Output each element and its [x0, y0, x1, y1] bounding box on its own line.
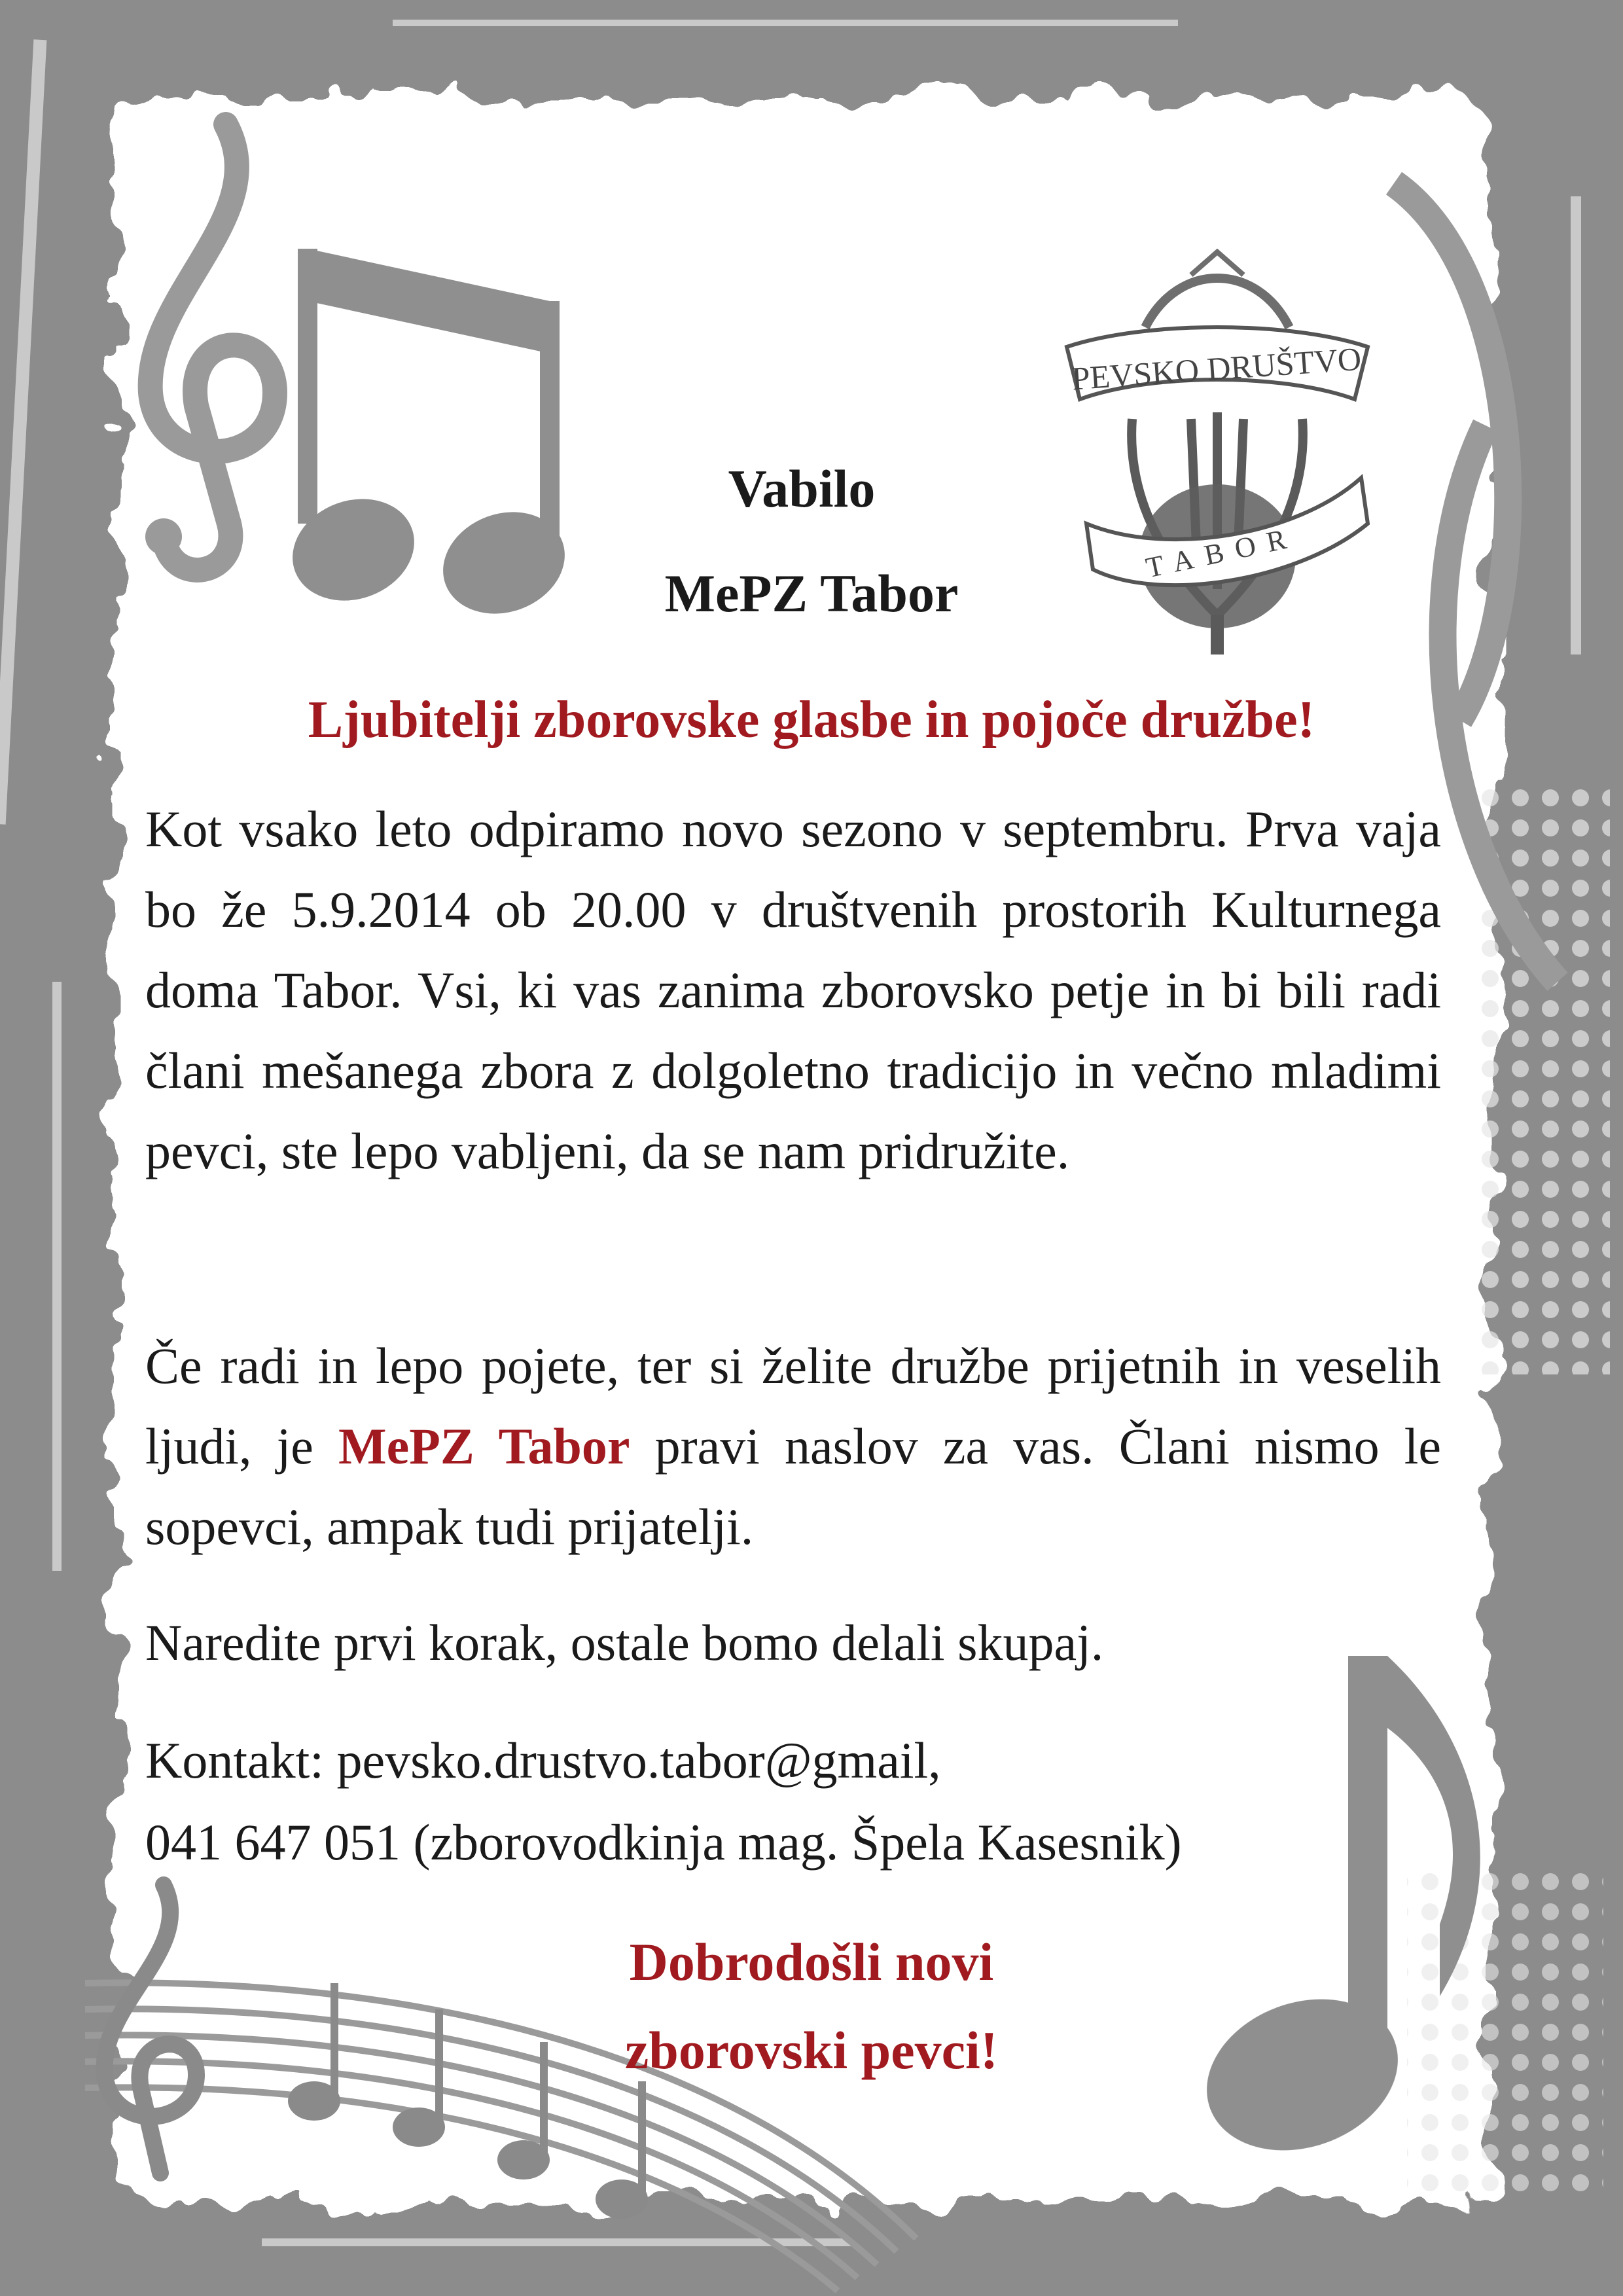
contact-line-phone: 041 647 051 (zborovodkinja mag. Špela Kasesnik) — [145, 1814, 1182, 1871]
logo-ribbon-text: TABOR — [1143, 520, 1301, 584]
headline: Ljubitelji zborovske glasbe in pojoče družbe! — [308, 691, 1315, 749]
page-title: Vabilo — [728, 459, 876, 518]
paragraph-invitation-start: Če radi in lepo pojete, ter si želite družbe prijetnih in veselih ljudi, je — [145, 1337, 1441, 1475]
welcome-line-1: Dobrodošli novi — [629, 1932, 994, 1992]
paragraph-first-step: Naredite prvi korak, ostale bomo delali skupaj. — [145, 1614, 1104, 1671]
paragraph-invitation — [145, 1325, 1441, 1567]
paragraph-intro: Kot vsako leto odpiramo novo sezono v septembru. Prva vaja bo že 5.9.2014 ob 20.00 v društvenih prostorih Kulturnega doma Tabor. Vsi, ki vas zanima zborovsko petje in bi bili radi člani mešanega zbora z dolgoletno tradicijo in večno mladimi pevci, ste lepo vabljeni, da se nam pridružite. — [145, 800, 1441, 1179]
contact-line-email: Kontakt: pevsko.drustvo.tabor@gmail, — [145, 1732, 941, 1789]
page-subtitle: MePZ Tabor — [664, 564, 959, 623]
paragraph-invitation-end: pravi naslov za vas. Člani nismo le sopevci, ampak tudi prijatelji. — [145, 1418, 1441, 1555]
logo-banner-text: PEVSKO DRUŠTVO — [1070, 340, 1363, 397]
welcome-line-2: zborovski pevci! — [624, 2020, 999, 2080]
choir-name-highlight: MePZ Tabor — [338, 1418, 630, 1475]
